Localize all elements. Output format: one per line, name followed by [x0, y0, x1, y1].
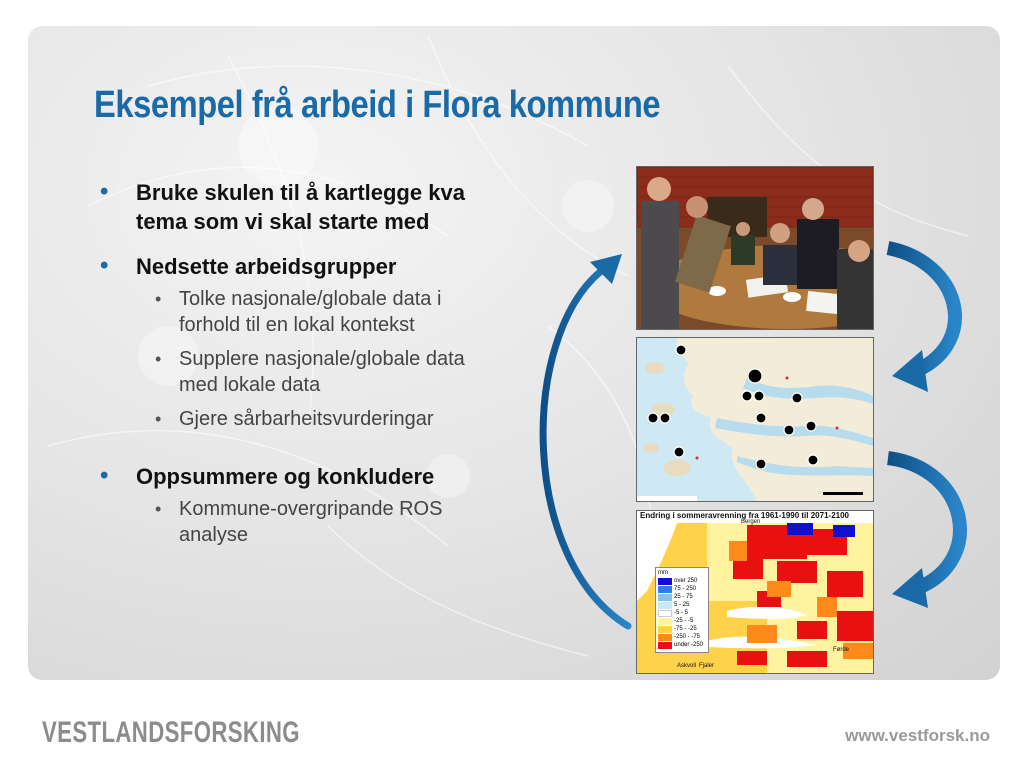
bullet-item: • Oppsummere og konkludere	[96, 462, 496, 491]
legend-label: 5 - 25	[674, 601, 690, 608]
legend-label: -25 - -5	[674, 617, 694, 624]
vestlandsforsking-logo: VESTLANDSFORSKING	[42, 716, 300, 749]
legend-label: -250 - -75	[674, 633, 701, 640]
legend-label: -5 - 5	[674, 609, 689, 616]
place-label: Bergen	[741, 519, 761, 525]
sub-bullet-item: • Supplere nasjonale/globale data med lokale data	[179, 346, 496, 398]
sub-bullet-item: • Kommune-overgripande ROS analyse	[179, 496, 496, 548]
legend-label: over 250	[674, 577, 698, 584]
bullet-item: • Bruke skulen til å kartlegge kva tema som vi skal starte med	[96, 178, 496, 236]
legend-unit: mm	[658, 570, 668, 576]
place-label: Askvoll	[677, 663, 697, 669]
sub-bullet-item: • Gjere sårbarheitsvurderingar	[179, 406, 496, 432]
map-title: Endring i sommeravrenning fra 1961-1990 til 2071-2100	[640, 511, 849, 520]
legend-label: 25 - 75	[674, 593, 693, 600]
lower-right-arrow	[888, 458, 960, 608]
legend-label: 75 - 250	[674, 585, 697, 592]
legend-label: -75 - -25	[674, 625, 697, 632]
place-label: Fjaler	[699, 663, 715, 669]
upper-right-arrow	[888, 248, 955, 392]
sub-bullet-item: • Tolke nasjonale/globale data i forhold til en lokal kontekst	[179, 286, 496, 338]
legend-label: under -250	[674, 641, 704, 648]
place-label: Førde	[833, 647, 850, 653]
bullet-item: • Nedsette arbeidsgrupper	[96, 252, 496, 281]
footer-url[interactable]: www.vestforsk.no	[845, 726, 990, 745]
slide-title: Eksempel frå arbeid i Flora kommune	[94, 84, 661, 126]
left-arc-arrow	[543, 254, 628, 626]
